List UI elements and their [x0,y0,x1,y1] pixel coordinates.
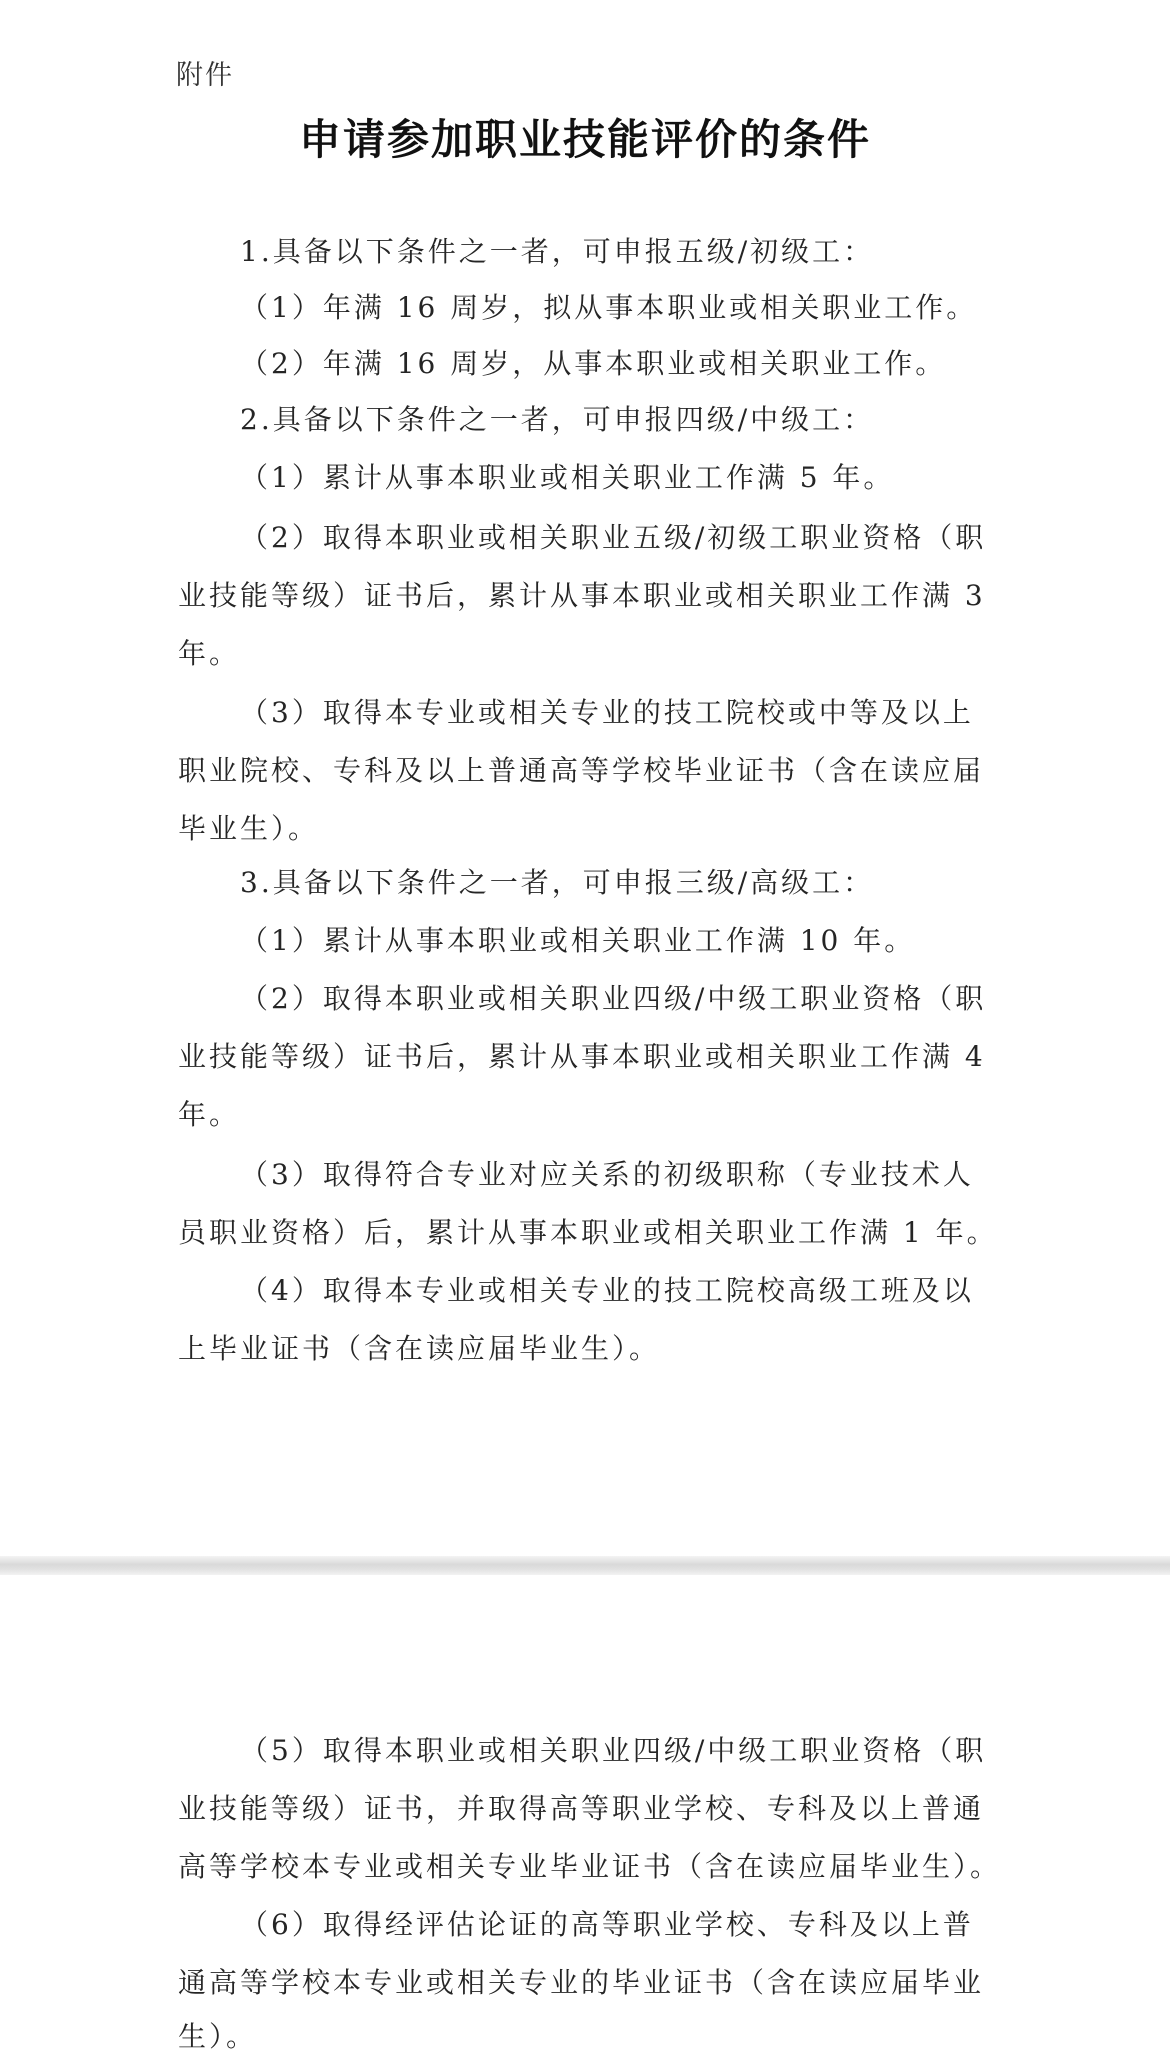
attachment-label: 附件 [176,60,234,91]
section-heading-1: 1.具备以下条件之一者，可申报五级/初级工： [240,235,875,268]
document-title: 申请参加职业技能评价的条件 [298,115,871,164]
page-separator [0,1556,1170,1575]
section-heading-3: 3.具备以下条件之一者，可申报三级/高级工： [240,866,875,899]
condition-item: （2）取得本职业或相关职业五级/初级工职业资格（职 [240,521,987,554]
condition-item: （1）累计从事本职业或相关职业工作满 5 年。 [240,461,895,494]
condition-item: （3）取得本专业或相关专业的技工院校或中等及以上 [240,696,974,729]
condition-item: （2）取得本职业或相关职业四级/中级工职业资格（职 [240,982,987,1015]
condition-item-continued: 业技能等级）证书后，累计从事本职业或相关职业工作满 3 [178,579,986,612]
condition-item: （3）取得符合专业对应关系的初级职称（专业技术人 [240,1158,974,1191]
condition-item-continued: 业技能等级）证书后，累计从事本职业或相关职业工作满 4 [178,1040,986,1073]
condition-item-continued: 年。 [178,1098,241,1131]
condition-item-continued: 年。 [178,637,241,670]
condition-item-continued: 高等学校本专业或相关专业毕业证书（含在读应届毕业生）。 [178,1850,1002,1883]
condition-item: （6）取得经评估论证的高等职业学校、专科及以上普 [240,1908,974,1941]
condition-item: （5）取得本职业或相关职业四级/中级工职业资格（职 [240,1734,987,1767]
condition-item: （4）取得本专业或相关专业的技工院校高级工班及以 [240,1274,974,1307]
condition-item: （2）年满 16 周岁，从事本职业或相关职业工作。 [240,347,947,380]
condition-item-continued: 毕业生）。 [178,812,320,845]
condition-item: （1）年满 16 周岁，拟从事本职业或相关职业工作。 [240,291,978,324]
condition-item-continued: 生）。 [178,2020,258,2053]
condition-item-continued: 上毕业证书（含在读应届毕业生）。 [178,1332,661,1365]
condition-item-continued: 员职业资格）后，累计从事本职业或相关职业工作满 1 年。 [178,1216,998,1249]
condition-item-continued: 业技能等级）证书，并取得高等职业学校、专科及以上普通 [178,1792,985,1825]
condition-item: （1）累计从事本职业或相关职业工作满 10 年。 [240,924,916,957]
condition-item-continued: 通高等学校本专业或相关专业的毕业证书（含在读应届毕业 [178,1966,985,1999]
section-heading-2: 2.具备以下条件之一者，可申报四级/中级工： [240,403,875,436]
condition-item-continued: 职业院校、专科及以上普通高等学校毕业证书（含在读应届 [178,754,985,787]
